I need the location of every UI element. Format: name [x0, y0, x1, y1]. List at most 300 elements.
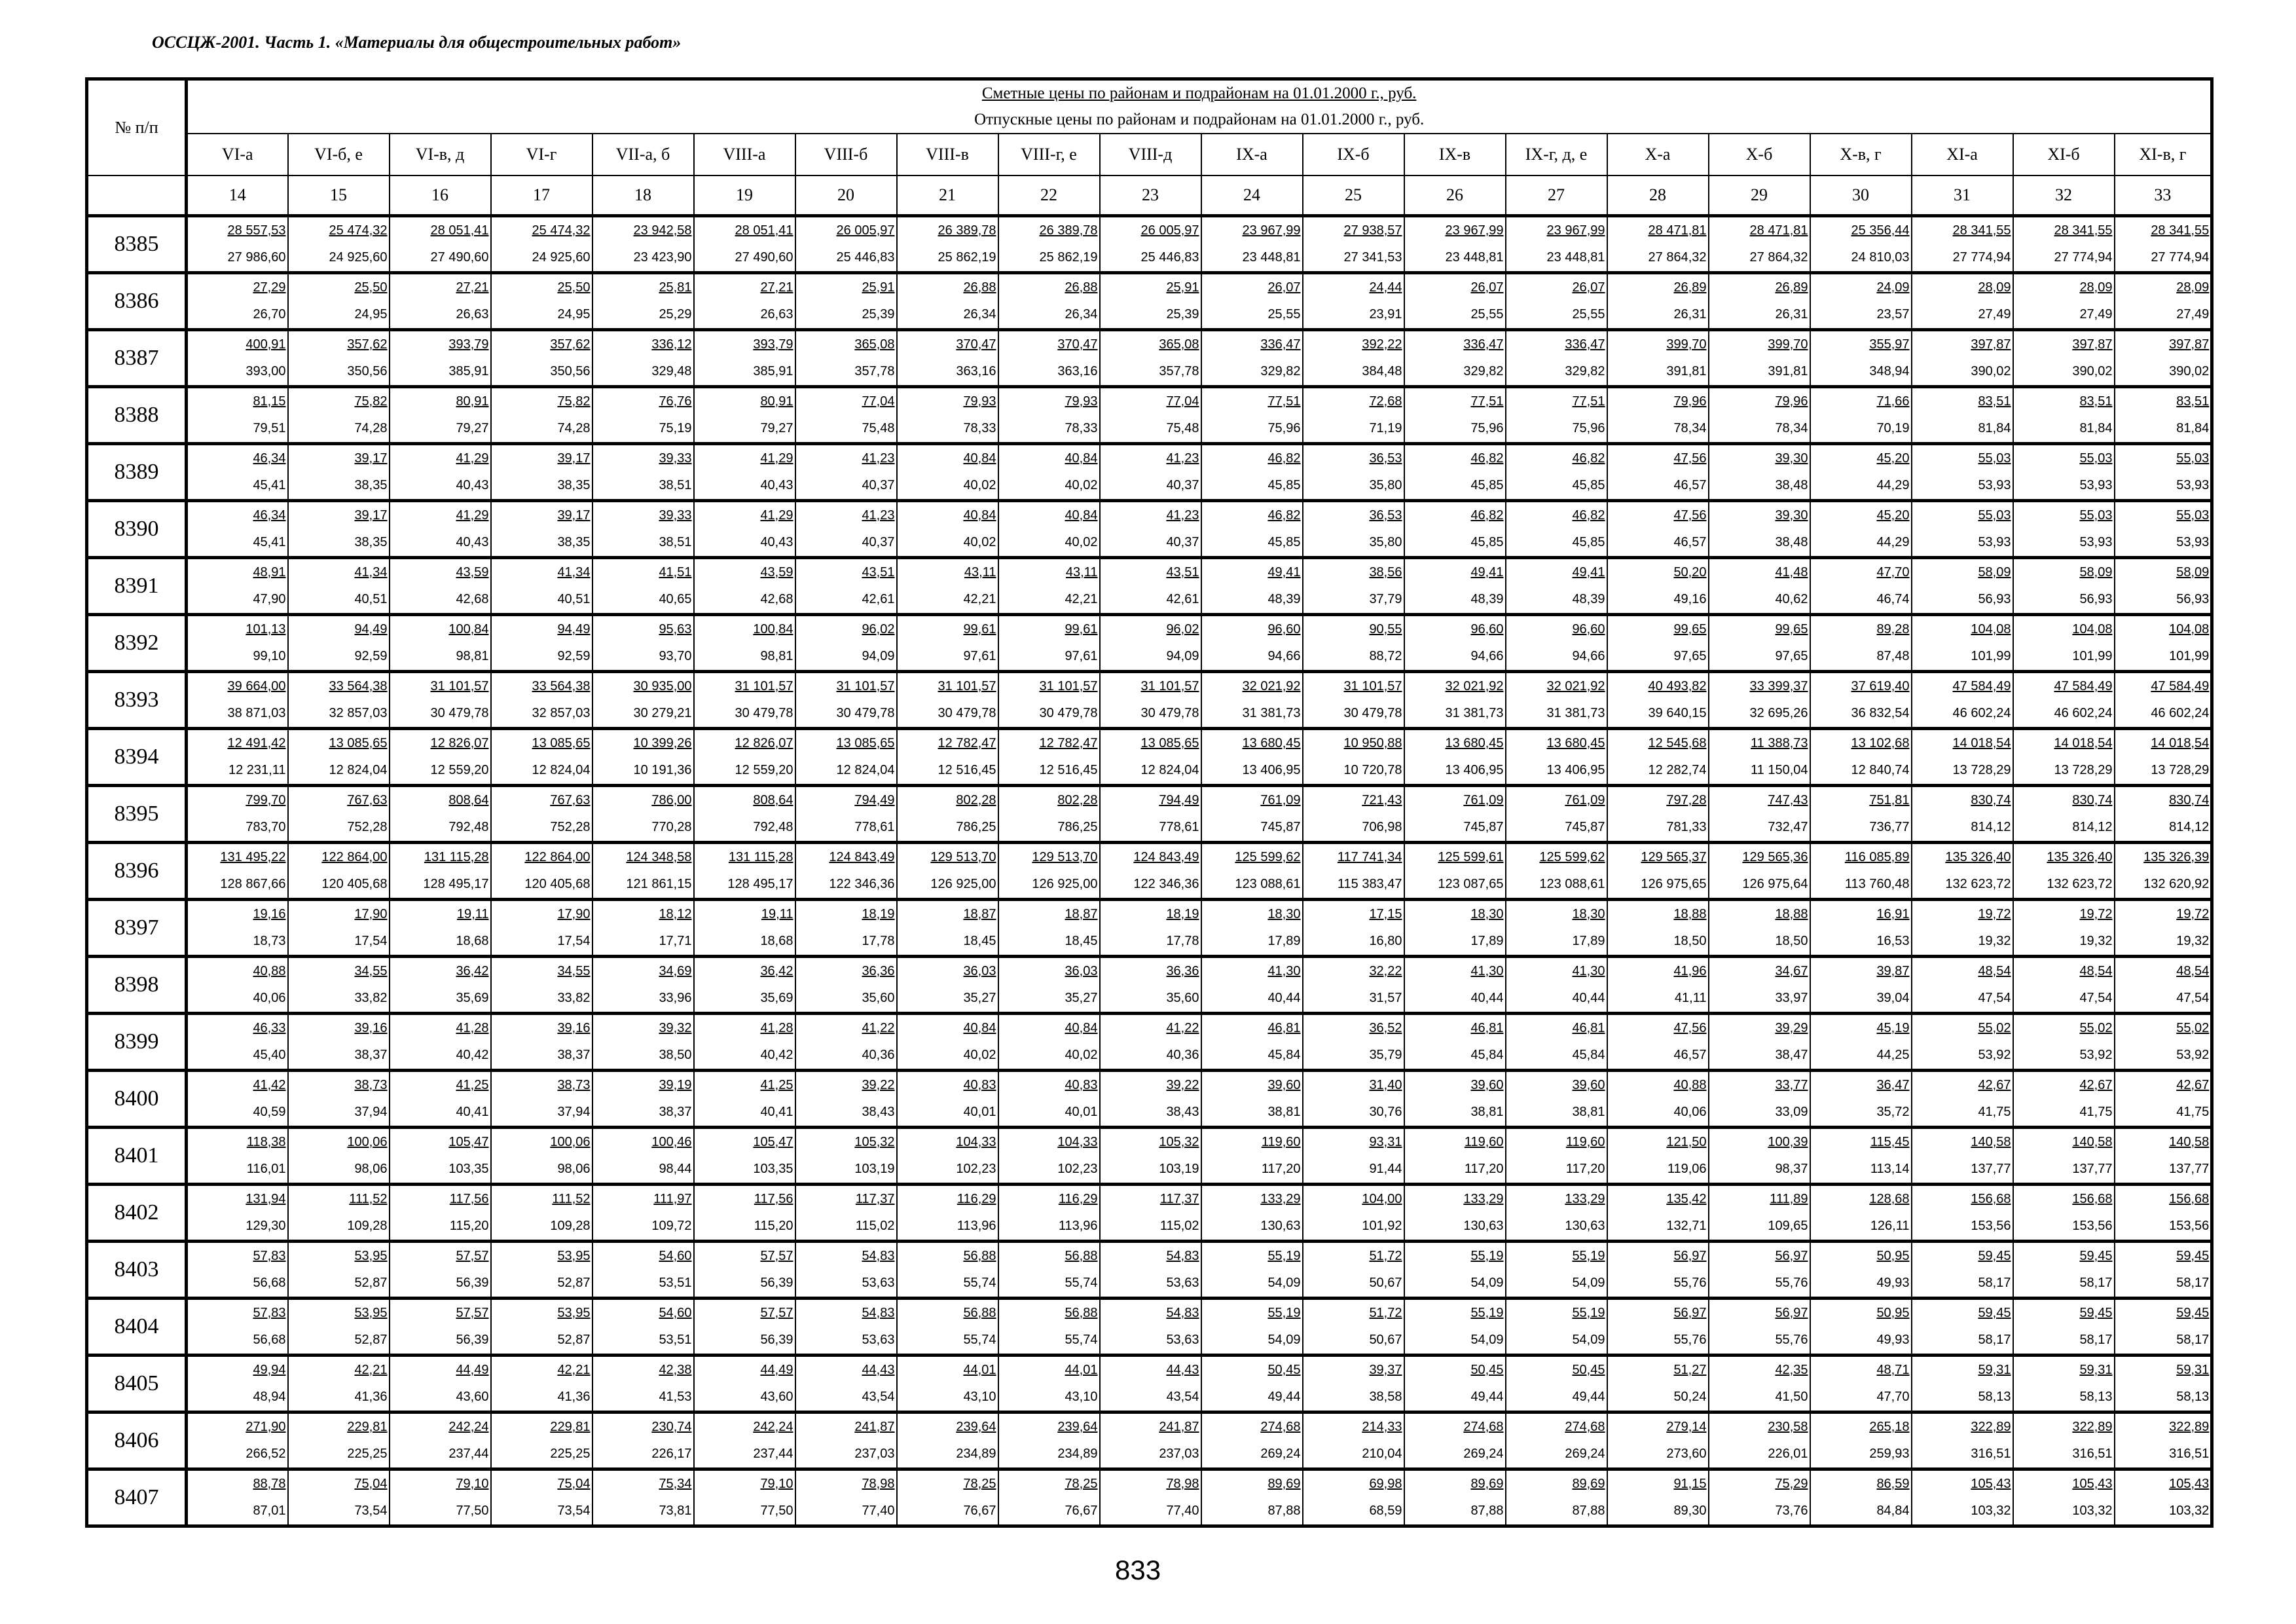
estimate-price: 32 021,92 [1242, 679, 1301, 693]
estimate-price: 41,29 [456, 451, 489, 466]
price-cell [187, 843, 288, 900]
price-cell [1709, 558, 1810, 615]
price-cell [1506, 444, 1607, 501]
table-row [87, 900, 2212, 957]
release-price: 27,49 [1978, 307, 2011, 322]
release-price: 126 925,00 [1032, 877, 1098, 891]
price-cell [1810, 216, 1912, 273]
release-price: 73,54 [354, 1504, 388, 1518]
estimate-price: 42,38 [659, 1363, 692, 1377]
estimate-price: 34,55 [557, 964, 591, 978]
estimate-price: 274,68 [1565, 1420, 1605, 1434]
table-row [87, 273, 2212, 330]
release-price: 36 832,54 [1851, 706, 1910, 720]
price-cell [1607, 843, 1709, 900]
price-cell [1100, 330, 1201, 387]
release-price: 52,87 [557, 1276, 591, 1290]
estimate-price: 89,69 [1470, 1477, 1504, 1491]
release-price: 11 150,04 [1751, 763, 1808, 777]
release-price: 38,35 [354, 535, 388, 549]
release-price: 153,56 [2072, 1219, 2113, 1233]
estimate-price: 99,61 [1065, 622, 1098, 637]
release-price: 16,53 [1876, 934, 1910, 948]
release-price: 17,89 [1572, 934, 1605, 948]
release-price: 103,19 [1159, 1162, 1199, 1176]
release-price: 53,93 [2176, 535, 2210, 549]
estimate-price: 25,91 [1166, 280, 1199, 295]
release-price: 40,42 [456, 1048, 489, 1062]
column-number: 32 [2013, 175, 2115, 216]
estimate-price: 100,06 [347, 1135, 388, 1149]
release-price: 348,94 [1869, 364, 1910, 378]
estimate-price: 41,30 [1470, 964, 1504, 978]
estimate-price: 41,29 [456, 508, 489, 523]
release-price: 25,29 [659, 307, 692, 322]
price-cell [1100, 1242, 1201, 1299]
price-cell [1201, 672, 1303, 729]
release-price: 752,28 [550, 820, 591, 834]
price-cell [187, 216, 288, 273]
estimate-price: 19,11 [761, 907, 793, 921]
price-cell [1607, 444, 1709, 501]
release-price: 84,84 [1876, 1504, 1910, 1518]
price-cell [1201, 1185, 1303, 1242]
release-price: 38,58 [1369, 1390, 1402, 1404]
estimate-price: 100,84 [448, 622, 489, 637]
estimate-price: 41,28 [456, 1021, 489, 1035]
estimate-price: 156,68 [1971, 1192, 2011, 1206]
estimate-price: 115,45 [1870, 1135, 1910, 1149]
release-price: 123 087,65 [1438, 877, 1504, 891]
row-number: 8391 [87, 558, 187, 615]
release-price: 48,94 [253, 1390, 286, 1404]
release-price: 40,06 [1673, 1105, 1707, 1119]
price-cell [1709, 786, 1810, 843]
price-cell [897, 1242, 998, 1299]
estimate-price: 71,66 [1876, 394, 1910, 409]
price-cell [592, 1356, 694, 1412]
estimate-price: 767,63 [550, 793, 591, 807]
estimate-price: 140,58 [2169, 1135, 2210, 1149]
price-cell [592, 843, 694, 900]
release-price: 128 495,17 [423, 877, 489, 891]
release-price: 26,34 [1065, 307, 1098, 322]
estimate-price: 79,10 [456, 1477, 489, 1491]
release-price: 237,44 [753, 1447, 793, 1461]
price-cell [694, 786, 795, 843]
estimate-price: 17,90 [557, 907, 591, 921]
release-price: 43,54 [1166, 1390, 1199, 1404]
price-cell [288, 444, 390, 501]
estimate-price: 57,57 [760, 1249, 793, 1263]
price-cell [187, 1299, 288, 1356]
release-price: 56,93 [2176, 592, 2210, 606]
release-price: 77,40 [862, 1504, 895, 1518]
release-price: 117,20 [1565, 1162, 1605, 1176]
release-price: 17,54 [557, 934, 591, 948]
release-price: 23 448,81 [1546, 250, 1605, 265]
price-cell [897, 672, 998, 729]
price-cell [2115, 501, 2212, 558]
release-price: 45,41 [253, 478, 286, 492]
price-cell [998, 843, 1100, 900]
release-price: 99,10 [253, 649, 286, 663]
price-cell [1100, 672, 1201, 729]
price-cell [2013, 273, 2115, 330]
price-cell [491, 558, 592, 615]
release-price: 237,03 [1159, 1447, 1199, 1461]
release-price: 40,37 [862, 478, 895, 492]
release-price: 123 088,61 [1235, 877, 1301, 891]
price-cell [1404, 672, 1506, 729]
price-cell [2115, 387, 2212, 444]
release-price: 35,80 [1369, 535, 1402, 549]
price-cell [795, 843, 897, 900]
release-price: 45,85 [1470, 478, 1504, 492]
estimate-price: 83,51 [2176, 394, 2210, 409]
estimate-price: 229,81 [347, 1420, 388, 1434]
estimate-price: 133,29 [1463, 1192, 1504, 1206]
release-price: 153,56 [1971, 1219, 2011, 1233]
price-cell [390, 1071, 491, 1128]
release-price: 94,09 [1166, 649, 1199, 663]
price-cell [998, 444, 1100, 501]
price-cell [1607, 330, 1709, 387]
release-price: 53,63 [862, 1333, 895, 1347]
row-number: 8387 [87, 330, 187, 387]
release-price: 113,96 [957, 1219, 996, 1233]
price-cell [1303, 1185, 1404, 1242]
estimate-price: 36,03 [963, 964, 996, 978]
release-price: 30 479,78 [1039, 706, 1098, 720]
estimate-price: 51,72 [1369, 1306, 1402, 1320]
estimate-price: 41,23 [1166, 451, 1199, 466]
release-price: 42,21 [1065, 592, 1098, 606]
price-cell [390, 330, 491, 387]
row-number: 8388 [87, 387, 187, 444]
price-cell [1100, 273, 1201, 330]
price-cell [1912, 900, 2013, 957]
estimate-price: 239,64 [956, 1420, 996, 1434]
estimate-price: 41,51 [659, 565, 692, 580]
release-price: 33,09 [1775, 1105, 1808, 1119]
release-price: 55,76 [1775, 1276, 1808, 1290]
release-price: 40,02 [1065, 478, 1098, 492]
price-cell [1506, 330, 1607, 387]
estimate-price: 55,19 [1267, 1306, 1301, 1320]
price-cell [1201, 501, 1303, 558]
estimate-price: 399,70 [1768, 337, 1808, 352]
release-price: 49,44 [1470, 1390, 1504, 1404]
release-price: 46 602,24 [1952, 706, 2011, 720]
estimate-price: 19,16 [253, 907, 286, 921]
price-cell [2013, 1185, 2115, 1242]
release-price-caption: Отпускные цены по районам и подрайонам на 01.01.2000 г., руб. [974, 111, 1425, 128]
release-price: 770,28 [651, 820, 692, 834]
price-cell [795, 1128, 897, 1185]
estimate-price: 33 564,38 [532, 679, 591, 693]
price-cell [1607, 672, 1709, 729]
estimate-price: 119,60 [1464, 1135, 1504, 1149]
release-price: 237,44 [448, 1447, 489, 1461]
price-cell [1810, 558, 1912, 615]
price-cell [2115, 273, 2212, 330]
price-cell [1810, 1299, 1912, 1356]
price-cell [1810, 387, 1912, 444]
release-price: 48,39 [1470, 592, 1504, 606]
price-cell [1303, 900, 1404, 957]
release-price: 55,76 [1775, 1333, 1808, 1347]
table-row [87, 1128, 2212, 1185]
price-cell [1912, 558, 2013, 615]
release-price: 732,47 [1768, 820, 1808, 834]
estimate-price: 46,34 [253, 508, 286, 523]
price-cell [1100, 216, 1201, 273]
price-cell [1201, 273, 1303, 330]
estimate-price: 45,19 [1876, 1021, 1910, 1035]
estimate-price: 83,51 [1978, 394, 2011, 409]
price-cell [592, 729, 694, 786]
price-cell [1201, 1128, 1303, 1185]
price-cell [2013, 1071, 2115, 1128]
release-price: 132,71 [1666, 1219, 1707, 1233]
price-cell [1607, 615, 1709, 672]
district-header: XI-в, г [2115, 134, 2212, 175]
release-price: 116,01 [246, 1162, 286, 1176]
release-price: 56,68 [253, 1333, 286, 1347]
estimate-price: 118,38 [246, 1135, 286, 1149]
release-price: 27 774,94 [2151, 250, 2210, 265]
estimate-price: 79,93 [963, 394, 996, 409]
release-price: 58,17 [2079, 1276, 2113, 1290]
release-price: 53,93 [2079, 478, 2113, 492]
estimate-price: 12 782,47 [938, 736, 996, 750]
estimate-price: 41,22 [862, 1021, 895, 1035]
release-price: 130,63 [1565, 1219, 1605, 1233]
estimate-price: 25,81 [659, 280, 692, 295]
estimate-price: 40,84 [963, 451, 996, 466]
release-price: 26,31 [1673, 307, 1707, 322]
estimate-price: 57,57 [760, 1306, 793, 1320]
release-price: 122 346,36 [829, 877, 895, 891]
release-price: 129,30 [246, 1219, 286, 1233]
row-number: 8386 [87, 273, 187, 330]
release-price: 58,13 [2176, 1390, 2210, 1404]
estimate-price: 39,29 [1775, 1021, 1808, 1035]
estimate-price: 96,60 [1267, 622, 1301, 637]
release-price: 75,96 [1572, 421, 1605, 435]
estimate-price: 41,23 [862, 451, 895, 466]
release-price: 55,74 [1065, 1276, 1098, 1290]
price-cell [491, 501, 592, 558]
estimate-price: 18,19 [862, 907, 895, 921]
estimate-price: 94,49 [557, 622, 591, 637]
estimate-price: 39,30 [1775, 451, 1808, 466]
price-cell [491, 843, 592, 900]
column-number: 33 [2115, 175, 2212, 216]
price-cell [897, 273, 998, 330]
release-price: 10 191,36 [633, 763, 692, 777]
estimate-price: 28,09 [1978, 280, 2011, 295]
release-price: 26,63 [456, 307, 489, 322]
price-cell [795, 900, 897, 957]
estimate-price: 28 557,53 [227, 223, 286, 238]
column-number: 26 [1404, 175, 1506, 216]
estimate-price: 50,95 [1876, 1306, 1910, 1320]
price-cell [897, 558, 998, 615]
price-cell [288, 1242, 390, 1299]
estimate-price: 28 051,41 [430, 223, 489, 238]
price-cell [2115, 1185, 2212, 1242]
release-price: 53,63 [862, 1276, 895, 1290]
price-cell [1912, 330, 2013, 387]
estimate-price: 41,34 [354, 565, 388, 580]
release-price: 126 975,64 [1742, 877, 1808, 891]
release-price: 390,02 [1971, 364, 2011, 378]
price-cell [1303, 387, 1404, 444]
price-cell [1404, 1469, 1506, 1526]
price-cell [390, 444, 491, 501]
estimate-price: 55,03 [2079, 508, 2113, 523]
release-price: 87,48 [1876, 649, 1910, 663]
district-header: VIII-д [1100, 134, 1201, 175]
price-cell [1607, 501, 1709, 558]
release-price: 12 824,04 [1140, 763, 1199, 777]
release-price: 49,44 [1572, 1390, 1605, 1404]
release-price: 46 602,24 [2151, 706, 2210, 720]
estimate-price: 43,59 [456, 565, 489, 580]
price-cell [1912, 273, 2013, 330]
estimate-price: 77,51 [1267, 394, 1301, 409]
estimate-price: 96,60 [1572, 622, 1605, 637]
number-column-header: № п/п [87, 79, 187, 176]
release-price: 58,13 [1978, 1390, 2011, 1404]
estimate-price: 51,27 [1673, 1363, 1707, 1377]
release-price: 126,11 [1870, 1219, 1910, 1233]
estimate-price: 89,69 [1572, 1477, 1605, 1491]
estimate-price: 40 493,82 [1648, 679, 1707, 693]
release-price: 33,82 [354, 991, 388, 1005]
estimate-price: 59,45 [2176, 1306, 2210, 1320]
estimate-price: 45,20 [1876, 508, 1910, 523]
estimate-price: 31 101,57 [938, 679, 996, 693]
estimate-price: 44,49 [456, 1363, 489, 1377]
price-cell [1404, 843, 1506, 900]
release-price: 43,60 [760, 1390, 793, 1404]
price-cell [1201, 330, 1303, 387]
release-price: 48,39 [1572, 592, 1605, 606]
estimate-price: 17,90 [354, 907, 388, 921]
price-cell [1709, 1185, 1810, 1242]
price-cell [1810, 330, 1912, 387]
estimate-price: 39,16 [354, 1021, 388, 1035]
price-cell [897, 216, 998, 273]
release-price: 31 381,73 [1445, 706, 1504, 720]
estimate-price: 78,25 [963, 1477, 996, 1491]
release-price: 56,68 [253, 1276, 286, 1290]
estimate-price: 18,19 [1166, 907, 1199, 921]
release-price: 74,28 [557, 421, 591, 435]
release-price: 101,99 [1971, 649, 2011, 663]
release-price: 37,94 [354, 1105, 388, 1119]
release-price: 35,72 [1876, 1105, 1910, 1119]
price-cell [288, 1185, 390, 1242]
estimate-price: 117,37 [1159, 1192, 1199, 1206]
release-price: 38,50 [659, 1048, 692, 1062]
price-cell [998, 1014, 1100, 1071]
price-cell [1607, 558, 1709, 615]
table-row [87, 1469, 2212, 1526]
release-price: 41,36 [557, 1390, 591, 1404]
price-cell [1709, 900, 1810, 957]
release-price: 98,81 [456, 649, 489, 663]
price-cell [1607, 1128, 1709, 1185]
estimate-price: 33 564,38 [329, 679, 388, 693]
estimate-price: 36,47 [1876, 1078, 1910, 1092]
estimate-price: 46,34 [253, 451, 286, 466]
estimate-price: 44,49 [760, 1363, 793, 1377]
price-cell [1404, 1356, 1506, 1412]
estimate-price: 75,04 [557, 1477, 591, 1491]
price-cell [1404, 558, 1506, 615]
release-price: 40,44 [1572, 991, 1605, 1005]
release-price: 38,43 [1166, 1105, 1199, 1119]
release-price: 391,81 [1666, 364, 1707, 378]
price-cell [694, 843, 795, 900]
estimate-price: 27,21 [760, 280, 793, 295]
price-cell [288, 1299, 390, 1356]
estimate-price: 49,94 [253, 1363, 286, 1377]
price-cell [2013, 1128, 2115, 1185]
release-price: 77,40 [1166, 1504, 1199, 1518]
estimate-price: 23 967,99 [1546, 223, 1605, 238]
price-cell [1912, 501, 2013, 558]
estimate-price: 53,95 [557, 1249, 591, 1263]
row-number: 8404 [87, 1299, 187, 1356]
price-cell [2115, 558, 2212, 615]
estimate-price: 26,88 [1065, 280, 1098, 295]
price-cell [1709, 1299, 1810, 1356]
release-price: 49,93 [1876, 1333, 1910, 1347]
price-cell [1709, 1356, 1810, 1412]
release-price: 53,92 [2079, 1048, 2113, 1062]
release-price: 269,24 [1463, 1447, 1504, 1461]
estimate-price: 36,53 [1369, 451, 1402, 466]
release-price: 58,17 [1978, 1333, 2011, 1347]
price-cell [288, 729, 390, 786]
price-cell [390, 216, 491, 273]
price-cell [1810, 1469, 1912, 1526]
release-price: 128 867,66 [220, 877, 286, 891]
estimate-price: 135 326,39 [2143, 850, 2210, 864]
estimate-price: 96,60 [1470, 622, 1504, 637]
table-row [87, 387, 2212, 444]
price-cell [2013, 1014, 2115, 1071]
estimate-price: 135 326,40 [1945, 850, 2011, 864]
price-cell [2115, 1128, 2212, 1185]
price-cell [1912, 1242, 2013, 1299]
release-price: 24 925,60 [329, 250, 388, 265]
estimate-price: 39,17 [354, 451, 388, 466]
price-cell [1201, 615, 1303, 672]
release-price: 55,74 [963, 1276, 996, 1290]
price-cell [795, 1014, 897, 1071]
release-price: 56,39 [760, 1333, 793, 1347]
price-cell [390, 957, 491, 1014]
estimate-price: 39,16 [557, 1021, 591, 1035]
estimate-price: 76,76 [659, 394, 692, 409]
release-price: 18,73 [253, 934, 286, 948]
